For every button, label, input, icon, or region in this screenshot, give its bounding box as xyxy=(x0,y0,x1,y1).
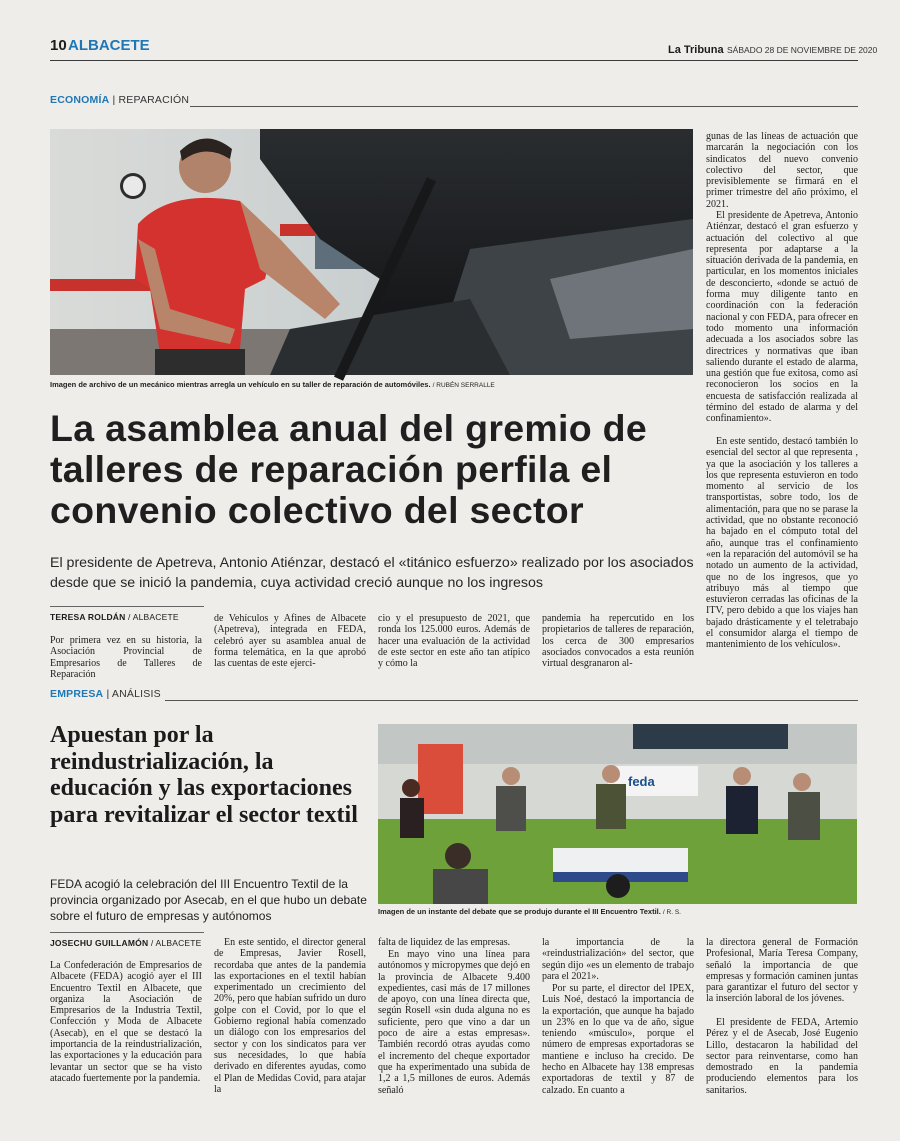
photo-banner-text: feda xyxy=(628,774,655,789)
article2-col1: La Confederación de Empresarios de Albacete (FEDA) acogió ayer el III Encuentro Textil en Albacete, que organiza la Asociación de Empresarios de la Industria Textil, Confección y Moda de Albacete (Asecab), en el que se destacó la importancia de la reindustrialización, las exportaciones y la educación para levantar un sector que se ha visto atacado fuertemente por la pandemia. xyxy=(50,960,202,1084)
article1-kicker xyxy=(50,94,189,106)
article1-col3: cio y el presupuesto de 2021, que ronda los 125.000 euros. Además de hacer una evaluación de la actividad de este sector en este año tan atípico y cómo la xyxy=(378,613,530,670)
article1-right-p1: gunas de las líneas de actuación que marcarán la negociación con los sindicatos del nuevo convenio colectivo del sector, que previsiblemente se firmará en el primer trimestre del año próximo, el 2021. xyxy=(706,131,858,210)
kicker-rule xyxy=(190,106,858,107)
article2-col3a: falta de liquidez de las empresas. xyxy=(378,937,511,948)
kicker-rule xyxy=(165,700,858,701)
byline-rule xyxy=(50,606,204,607)
article1-headline: La asamblea anual del gremio de talleres de reparación perfila el convenio colectivo del sector xyxy=(50,407,648,531)
article2-col5b: El presidente de FEDA, Artemio Pérez y el de Asecab, José Eugenio Lillo, destacaron la habilidad del sector para reinventarse, como han demostrado en la pandemia produciendo elementos para los sanitarios. xyxy=(706,1017,858,1096)
section-name: ALBACETE xyxy=(68,37,150,54)
newspaper-brand: La Tribuna xyxy=(668,44,724,56)
debate-photo-illustration xyxy=(378,724,857,904)
kicker-sub: | REPARACIÓN xyxy=(112,94,190,106)
byline-place: / ALBACETE xyxy=(150,938,202,948)
article1-right-p2: El presidente de Apetreva, Antonio Atiénzar, destacó el gran esfuerzo y actuación del colectivo al que representa por adaptarse a la situación derivada de la pandemia, en particular, en los momentos iniciales de desconcierto, «donde se actuó de forma muy diligente tanto en coordinación con la federación nacional y con FEDA, para ofrecer en todo momento una información adecuada a los asociados sobre las directrices y normativas que iban saliendo durante el estado de alarma, una gestión que fue exitosa, como así reconocieron los socios en la encuesta de satisfacción realizada al término del estado de alarma y del confinamiento». xyxy=(706,210,858,425)
kicker-main: EMPRESA xyxy=(50,688,104,700)
article2-col5a: la directora general de Formación Profesional, María Teresa Company, señaló la importancia de que empresas y formación caminen juntas para garantizar el futuro del sector y la inserción laboral de los jóvenes. xyxy=(706,937,858,1005)
article2-col4a: la importancia de la «reindustrialización» del sector, que según dijo «es un elemento de trabajo para el 2021». xyxy=(542,937,694,982)
photo2-caption xyxy=(378,907,681,916)
article2-col2: En este sentido, el director general de Empresas, Javier Rosell, recordaba que antes de la pandemia las exportaciones en el textil habían experimentado un crecimiento del 20%, pero que habían sufrido un duro golpe con el Covid, por lo que el Gobierno regional había comenzado un diálogo con los empresarios del sector y con los sindicatos para ver sus necesidades, lo que había derivado en diferentes ayudas, como el Plan de Medidas Covid, para atajar la xyxy=(214,937,366,1095)
photo1-credit: / RUBÉN SERRALLE xyxy=(432,382,495,389)
article2-headline: Apuestan por la reindustrialización, la educación y las exportaciones para revitalizar el sector textil xyxy=(50,722,358,828)
kicker-main: ECONOMÍA xyxy=(50,94,110,106)
photo2-credit: / R. S. xyxy=(662,909,681,916)
issue-date: SÁBADO 28 DE NOVIEMBRE DE 2020 xyxy=(727,45,878,55)
article1-right-p3: En este sentido, destacó también lo esencial del sector al que representa , ya que la asociación y los talleres a los que representa estuvieron en todo momento al servicio de los transportistas, sobre todo, los de alimentación, para que no se parase la actividad, que no obstante reconoció ha bajado en el cómputo total del año, aunque tras el confinamiento «en la reparación del automóvil se ha notado un aumento de la actividad, que no de los ingresos, que yo atribuyo más al tiempo que estuvieron cerradas las oficinas de la ITV, pero debido a que los viajes han bajado drásticamente y el teletrabajo el consumidor alarga el tiempo de mantenimiento de los vehículos». xyxy=(706,436,858,651)
article1-col2: de Vehículos y Afines de Albacete (Apetreva), integrada en FEDA, celebró ayer su asamblea anual de forma telemática, en la que aprobó las cuentas de este ejerci- xyxy=(214,613,366,670)
kicker-sub: | ANÁLISIS xyxy=(106,688,161,700)
mechanic-photo-illustration xyxy=(50,129,693,375)
photo2-caption-text: Imagen de un instante del debate que se produjo durante el III Encuentro Textil. xyxy=(378,907,661,916)
article2-kicker xyxy=(50,688,161,700)
debate-photo xyxy=(378,724,857,904)
article1-col4: pandemia ha repercutido en los propietarios de talleres de reparación, los cerca de 300 empresarios asociados convocados a esta reunión virtual desgranaron al- xyxy=(542,613,694,670)
article1-subheadline: El presidente de Apetreva, Antonio Atiénzar, destacó el «titánico esfuerzo» realizado por los asociados desde que se inició la pandemia, cuya actividad creció aunque no los ingresos xyxy=(50,555,694,591)
article2-col4b: Por su parte, el director del IPEX, Luis Noé, destacó la importancia de la exportación, que aunque ha bajado un 23% en lo que va de año, sigue teniendo «músculo», porque el número de empresas exportadoras se mantiene e incluso ha crecido. De hecho en Albacete hay 138 empresas exportadoras de textil y 87 de calzado. En cuanto a xyxy=(542,983,694,1096)
byline-name: JOSECHU GUILLAMÓN xyxy=(50,938,149,948)
header-rule xyxy=(50,60,858,61)
article2-col3b: En mayo vino una línea para autónomos y micropymes que dejó en la provincia de Albacete 9.400 expedientes, casi más de 17 millones de apoyo, con una línea directa que, según Rosell «sin duda alguna no es suficiente, pero que vino a dar un poco de aire a estas empresas». También recordó otras ayudas como el incremento del cheque exportador que ha experimentado una subida de 1,2 a 1,5 millones de euros. Además señaló xyxy=(378,949,530,1096)
photo1-caption-text: Imagen de archivo de un mecánico mientras arregla un vehículo en su taller de reparación de automóviles. xyxy=(50,380,431,389)
photo1-caption xyxy=(50,380,495,389)
mechanic-photo xyxy=(50,129,693,375)
byline-rule xyxy=(50,932,204,933)
page-number: 10 xyxy=(50,37,67,54)
byline-name: TERESA ROLDÁN xyxy=(50,612,126,622)
article1-byline xyxy=(50,612,179,622)
article2-subheadline: FEDA acogió la celebración del III Encuentro Textil de la provincia organizado por Asecab, en el que hubo un debate sobre el futuro de empresas y autónomos xyxy=(50,877,367,923)
article1-col1: Por primera vez en su historia, la Asociación Provincial de Empresarios de Talleres de Reparación xyxy=(50,635,202,680)
article2-byline xyxy=(50,938,202,948)
byline-place: / ALBACETE xyxy=(128,612,179,622)
